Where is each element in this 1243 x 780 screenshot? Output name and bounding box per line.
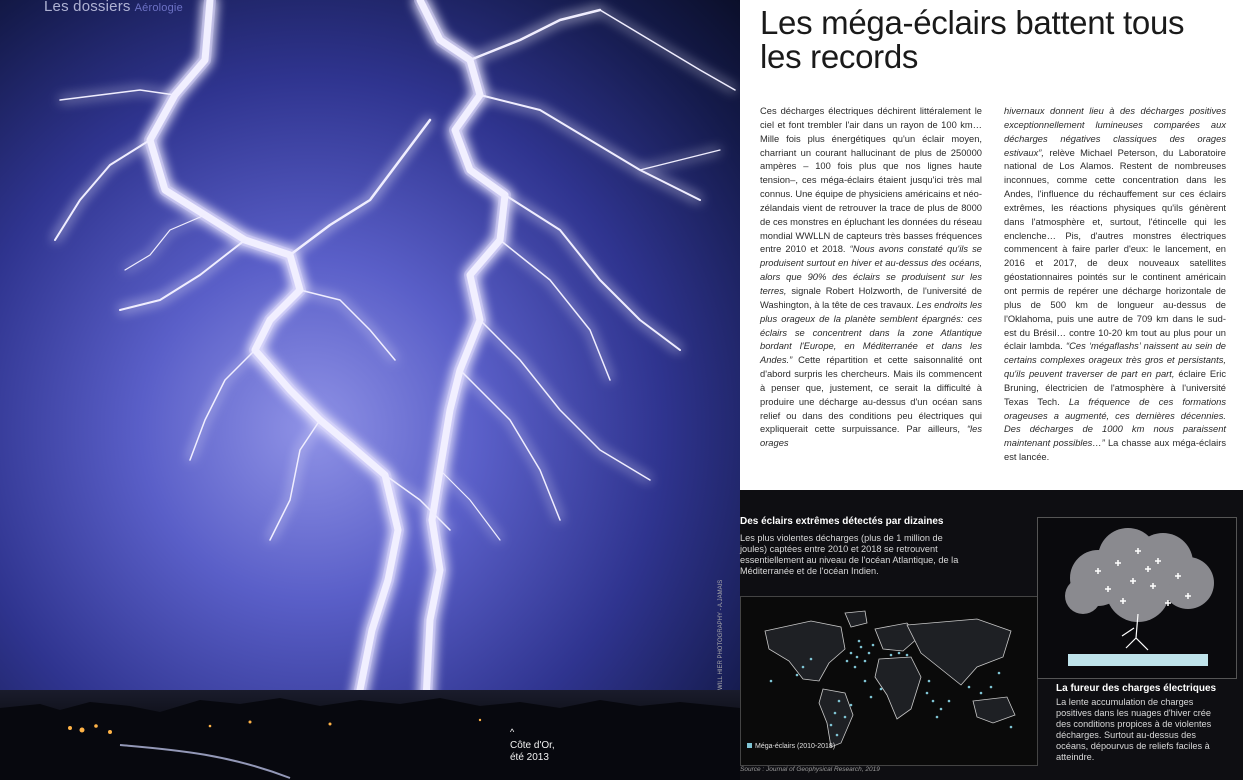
rubric-label: Les dossiers Aérologie (44, 0, 183, 15)
headline: Les méga-éclairs battent tous les records (760, 4, 1185, 75)
article-paragraph: hivernaux donnent lieu à des décharges positives exceptionnellement lumineuses comparées aux décharges négatives classiques des orages estivaux”, relève Michael Peterson, du Laboratoire national de Los Alamos. Restent de nombreuses inconnues, comme cette concentration dans les Andes, l'influence du réchauffement sur ces éclairs extrêmes, les réactions physiques qu'ils génèrent dans l'atmosphère et, surtout, l'étincelle qui les enclenche… Pis, d'autres monstres électriques commencent à faire parler d'eux: le lancement, en 2016 et 2017, de deux nouveaux satellites géostationnaires pointés sur le continent américain ont permis de repérer une décharge horizontale de plus de 500 km de longueur au-dessus de l'Oklahoma, puis une autre de 709 km dans le sud-est du Brésil… contre 10-20 km tout au plus pour un éclair lambda. “Ces ‘mégaflashs’ naissent au sein de certains complexes orageux très gros et persistants, qu'ils peuvent traverser de part en part, éclaire Eric Bruning, électricien de l'atmosphère à l'université Texas Tech. La fréquence de ces formations orageuses a augmenté, ces dernières décennies. Des décharges de 1000 km nous paraissent maintenant possibles…” La chasse aux méga-éclairs est lancée. (1004, 106, 1227, 463)
village-silhouette (0, 690, 740, 780)
article-column-1 (760, 105, 982, 451)
caption-date: été 2013 (510, 752, 549, 763)
infographic-title: Des éclairs extrêmes détectés par dizaines (740, 516, 944, 527)
photo-caption (510, 727, 555, 764)
article-column-2 (1004, 105, 1226, 465)
caption-place: Côte d'Or, (510, 740, 555, 751)
article-paragraph: Ces décharges électriques déchirent littéralement le ciel et font trembler l'air dans un rayon de 100 km… Mille fois plus énergétiques qu'un éclair moyen, charriant un courant hallucinant de plus de 250000 ampères – 100 fois plus que nos lignes haute tension–, ces méga-éclairs étaient jusqu'ici très mal connus. Une équipe de physiciens américains et néo-zélandais vient de retrouver la trace de plus de 8000 de ces monstres en épluchant les données du réseau mondial WWLLN de capteurs très basses fréquences entre 2010 et 2018. “Nous avons constaté qu'ils se produisent surtout en hiver et au-dessus des océans, alors que 90% des éclairs se produisent sur les terres, signale Robert Holzworth, de l'université de Washington, à la tête de ces travaux. Les endroits les plus orageux de la planète semblent épargnés: ces éclairs se concentrent dans la zone Atlantique bordant l'Europe, en Méditerranée et dans les Andes.” Cette répartition et cette saisonnalité ont d'abord surpris les chercheurs. Mais ils commencent à penser que, justement, ce serait la difficulté à produire une décharge au-dessus d'un océan sans relief ou dans des conditions peu électriques qui expliquerait cette surpuissance. Par ailleurs, “les orages (760, 106, 982, 449)
caret-icon: ^ (510, 727, 515, 737)
infographic-description: Les plus violentes décharges (plus de 1 million de joules) captées entre 2010 et 2018 se retrouvent essentiellement au niveau de l'océan Atlantique, de la Méditerranée et de l'océan Indien. (740, 533, 959, 576)
infographic-panel (718, 490, 1243, 780)
article-panel (740, 0, 1243, 490)
charges-title: La fureur des charges électriques (1056, 683, 1217, 694)
charges-illustration (1037, 517, 1237, 679)
source-note: Source : Journal of Geophysical Research, 2019 (740, 766, 880, 773)
world-map (740, 596, 1038, 766)
photo-credit: WILL HIER PHOTOGRAPHY - A.JAMAIS (718, 579, 724, 690)
map-legend: Méga-éclairs (2010-2018) (747, 743, 835, 750)
landscape-ground (0, 690, 740, 780)
cloud-tree-graphic (1038, 518, 1236, 678)
world-map-graphic (741, 597, 1037, 765)
legend-swatch (747, 743, 752, 748)
charges-description: La lente accumulation de charges positives dans les nuages d'hiver crée des conditions propices à de violentes décharges. Surtout au-dessus des océans, dépourvus de reliefs faciles à atteindre. (1056, 697, 1212, 762)
